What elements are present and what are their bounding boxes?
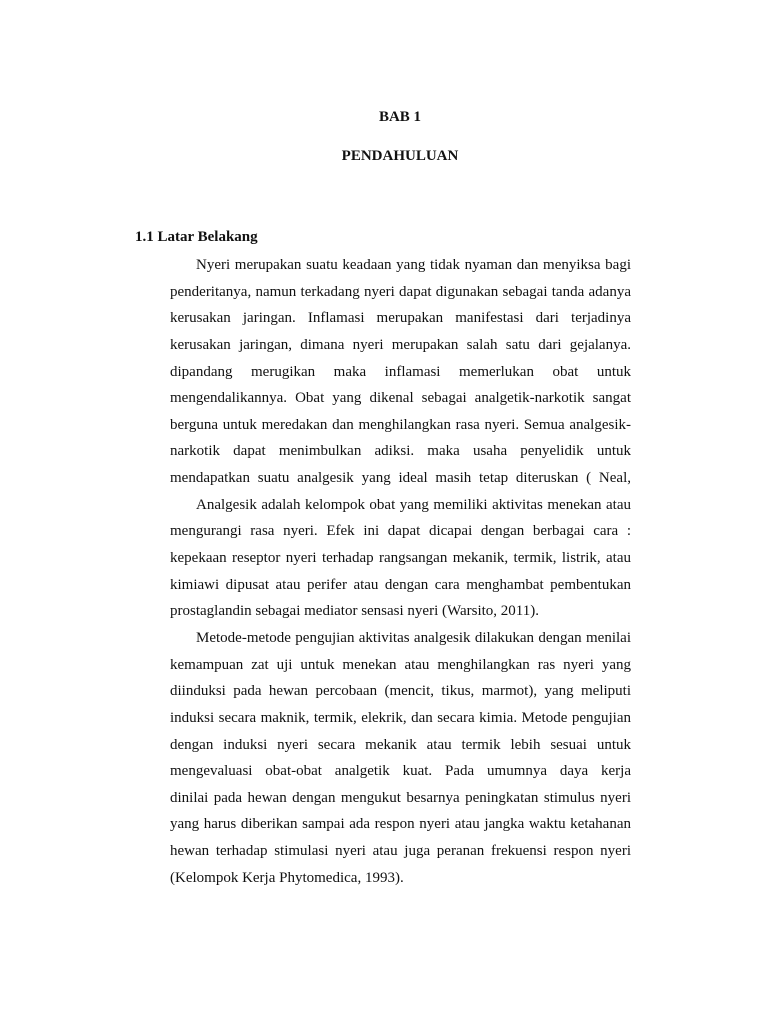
text-line: dengan induksi nyeri secara mekanik atau termik lebih sesuai untuk [170,736,631,753]
text-line: kepekaan reseptor nyeri terhadap rangsangan mekanik, termik, listrik, atau [170,550,631,567]
text-line: diinduksi pada hewan percobaan (mencit, tikus, marmot), yang meliputi [170,683,631,700]
text-line: (Kelompok Kerja Phytomedica, 1993). [170,869,404,886]
chapter-title: PENDAHULUAN [341,148,459,164]
text-line: Nyeri merupakan suatu keadaan yang tidak nyaman dan menyiksa bagi [196,257,631,273]
text-line: dipandang merugikan maka inflamasi memerlukan obat untuk [170,363,631,380]
text-line: hewan terhadap stimulasi nyeri atau juga peranan frekuensi respon nyeri [170,843,631,860]
text-line: Analgesik adalah kelompok obat yang memiliki aktivitas menekan atau [196,496,631,513]
chapter-number: BAB 1 [378,109,422,125]
text-line: kerusakan jaringan. Inflamasi merupakan manifestasi dari terjadinya [170,310,631,327]
text-line: dinilai pada hewan dengan mengukut besarnya peningkatan stimulus nyeri [170,789,631,806]
text-line: mengendalikannya. Obat yang dikenal sebagai analgetik-narkotik sangat [170,390,631,407]
text-line: kerusakan jaringan, dimana nyeri merupakan salah satu dari gejalanya. [170,336,631,353]
text-line: Metode-metode pengujian aktivitas analgesik dilakukan dengan menilai [196,629,631,646]
text-line: penderitanya, namun terkadang nyeri dapat digunakan sebagai tanda adanya [170,283,631,300]
document-body [170,252,631,891]
text-line: mendapatkan suatu analgesik yang ideal masih tetap diteruskan ( Neal, [170,470,631,487]
text-line: prostaglandin sebagai mediator sensasi nyeri (Warsito, 2011). [170,603,539,620]
text-line: induksi secara maknik, termik, elekrik, dan secara kimia. Metode pengujian [170,709,631,726]
paragraph [170,252,631,492]
section-heading: 1.1 Latar Belakang [135,229,258,245]
text-line: berguna untuk meredakan dan menghilangkan rasa nyeri. Semua analgesik- [170,416,631,433]
text-line: narkotik dapat menimbulkan adiksi. maka usaha penyelidik untuk [170,443,631,460]
text-line: mengevaluasi obat-obat analgetik kuat. Pada umumnya daya kerja [170,763,631,780]
text-line: kemampuan zat uji untuk menekan atau menghilangkan ras nyeri yang [170,656,631,673]
text-line: yang harus diberikan sampai ada respon nyeri atau jangka waktu ketahanan [170,816,631,833]
paragraph [170,492,631,625]
text-line: kimiawi dipusat atau perifer atau dengan cara menghambat pembentukan [170,576,631,593]
paragraph [170,625,631,891]
text-line: mengurangi rasa nyeri. Efek ini dapat dicapai dengan berbagai cara : [170,523,631,540]
